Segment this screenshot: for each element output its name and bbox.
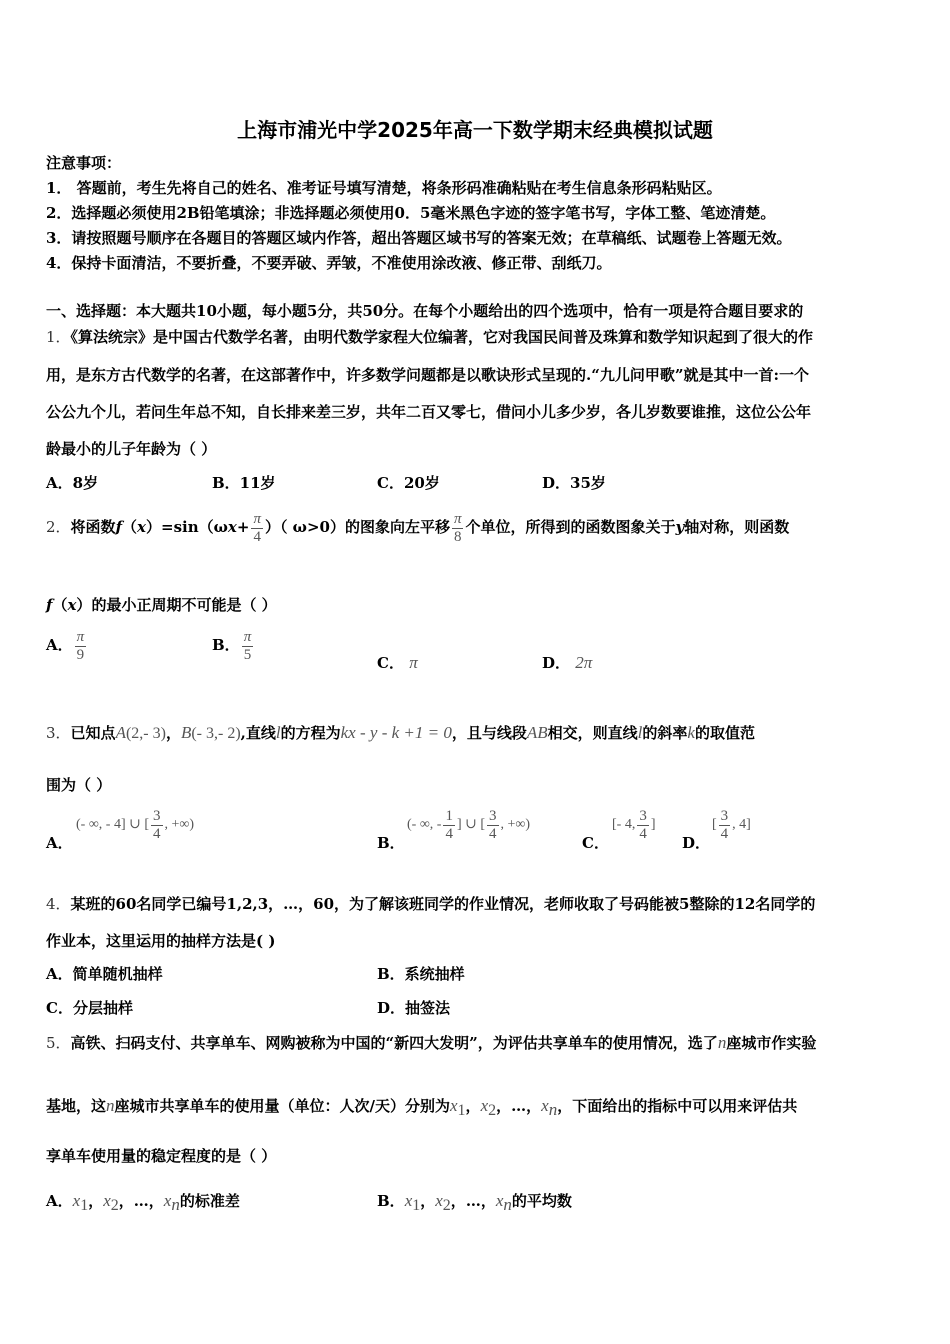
fraction-pi-over-4: $\frac{\pi}{4}$	[253, 511, 261, 545]
option-c-label: C．	[582, 834, 609, 852]
option-b: B．系统抽样	[377, 965, 465, 983]
option-a: A．8岁	[46, 474, 99, 492]
page-title: 上海市浦光中学2025年高一下数学期末经典模拟试题	[237, 118, 713, 142]
option-a: (- ∞, - 4] ∪ [ $\frac{3}{4}$ , +∞)	[76, 808, 195, 842]
question-number: 1．	[46, 328, 71, 346]
notice-item: 4．保持卡面清洁，不要折叠，不要弄破、弄皱，不准使用涂改液、修正带、刮纸刀。	[46, 254, 612, 272]
notice-heading: 注意事项：	[46, 154, 122, 172]
notice-item: 1． 答题前，考生先将自己的姓名、准考证号填写清楚，将条形码准确粘贴在考生信息条形码粘贴区。	[46, 179, 722, 197]
question-5-line: 基地，这n座城市共享单车的使用量（单位：人次/天）分别为$x_1$，$x_2$，…，$x_n$，下面给出的指标中可以用来评估共	[46, 1096, 798, 1119]
notice-item: 2．选择题必须使用2B铅笔填涂；非选择题必须使用0．5毫米黑色字迹的签字笔书写，字体工整、笔迹清楚。	[46, 204, 776, 222]
option-d: [ $\frac{3}{4}$ , 4]	[712, 808, 751, 842]
question-4-line: 4．某班的60名同学已编号1,2,3，…，60，为了解该班同学的作业情况，老师收取了号码能被5整除的12名同学的	[46, 895, 816, 913]
option-b: B．11岁	[212, 474, 276, 492]
question-1-line: 用，是东方古代数学的名著，在这部著作中，许多数学问题都是以歌诀形式呈现的.“九儿问甲歌”就是其中一首:一个	[46, 366, 810, 384]
option-b: (- ∞, - $\frac{1}{4}$ ] ∪ [ $\frac{3}{4}$ , +∞)	[407, 808, 531, 842]
option-d: D．抽签法	[377, 999, 451, 1017]
question-1-line: 公公九个儿，若问生年总不知，自长排来差三岁，共年二百又零七，借问小儿多少岁，各儿岁数要谁推，这位公公年	[46, 403, 812, 421]
question-1-line: 1．《算法统宗》是中国古代数学名著，由明代数学家程大位编著，它对我国民间普及珠算和数学知识起到了很大的作	[46, 328, 814, 346]
option-c: C． π	[377, 653, 418, 672]
question-1-line: 龄最小的儿子年龄为（ ）	[46, 440, 217, 458]
option-a: A． $\frac{\pi}{9}$	[46, 629, 85, 663]
option-b-label: B．	[377, 834, 405, 852]
fraction-pi-over-8: $\frac{\pi}{8}$	[453, 511, 462, 545]
option-a-label: A．	[46, 834, 73, 852]
question-5-line: 5．高铁、扫码支付、共享单车、网购被称为中国的“新四大发明”，为评估共享单车的使用情况，选了n座城市作实验	[46, 1033, 817, 1052]
option-c: C．分层抽样	[46, 999, 133, 1017]
question-5-line: 享单车使用量的稳定程度的是（ ）	[46, 1147, 277, 1165]
option-b: B． $\frac{\pi}{5}$	[212, 629, 252, 663]
option-c: C．20岁	[377, 474, 440, 492]
option-b: B．$x_1$，$x_2$，…，$x_n$的平均数	[377, 1191, 572, 1214]
question-2-line: f（x）的最小正周期不可能是（ ）	[46, 596, 277, 614]
question-3-line: 3．已知点A(2,- 3)，B(- 3,- 2),直线l的方程为kx - y - k +1 = 0，且与线段AB相交，则直线l的斜率k的取值范	[46, 723, 755, 742]
option-a: A．简单随机抽样	[46, 965, 163, 983]
question-2-line: 2．将函数f（x）=sin（ωx+ $\frac{\pi}{4}$ ）（ ω>0）的图象向左平移 $\frac{\pi}{8}$ 个单位，所得到的函数图象关于y轴对称，则函数	[46, 511, 790, 545]
option-d: D．35岁	[542, 474, 606, 492]
section-heading: 一、选择题：本大题共10小题，每小题5分，共50分。在每个小题给出的四个选项中，恰有一项是符合题目要求的	[46, 302, 804, 320]
option-d: D． 2π	[542, 653, 593, 672]
option-d-label: D．	[682, 834, 711, 852]
option-a: A．$x_1$，$x_2$，…，$x_n$的标准差	[46, 1191, 240, 1214]
question-3-line: 围为（ ）	[46, 776, 112, 794]
notice-item: 3．请按照题号顺序在各题目的答题区域内作答，超出答题区域书写的答案无效；在草稿纸、试题卷上答题无效。	[46, 229, 792, 247]
question-4-line: 作业本，这里运用的抽样方法是( )	[46, 932, 276, 950]
option-c: [- 4, $\frac{3}{4}$ ]	[612, 808, 656, 842]
